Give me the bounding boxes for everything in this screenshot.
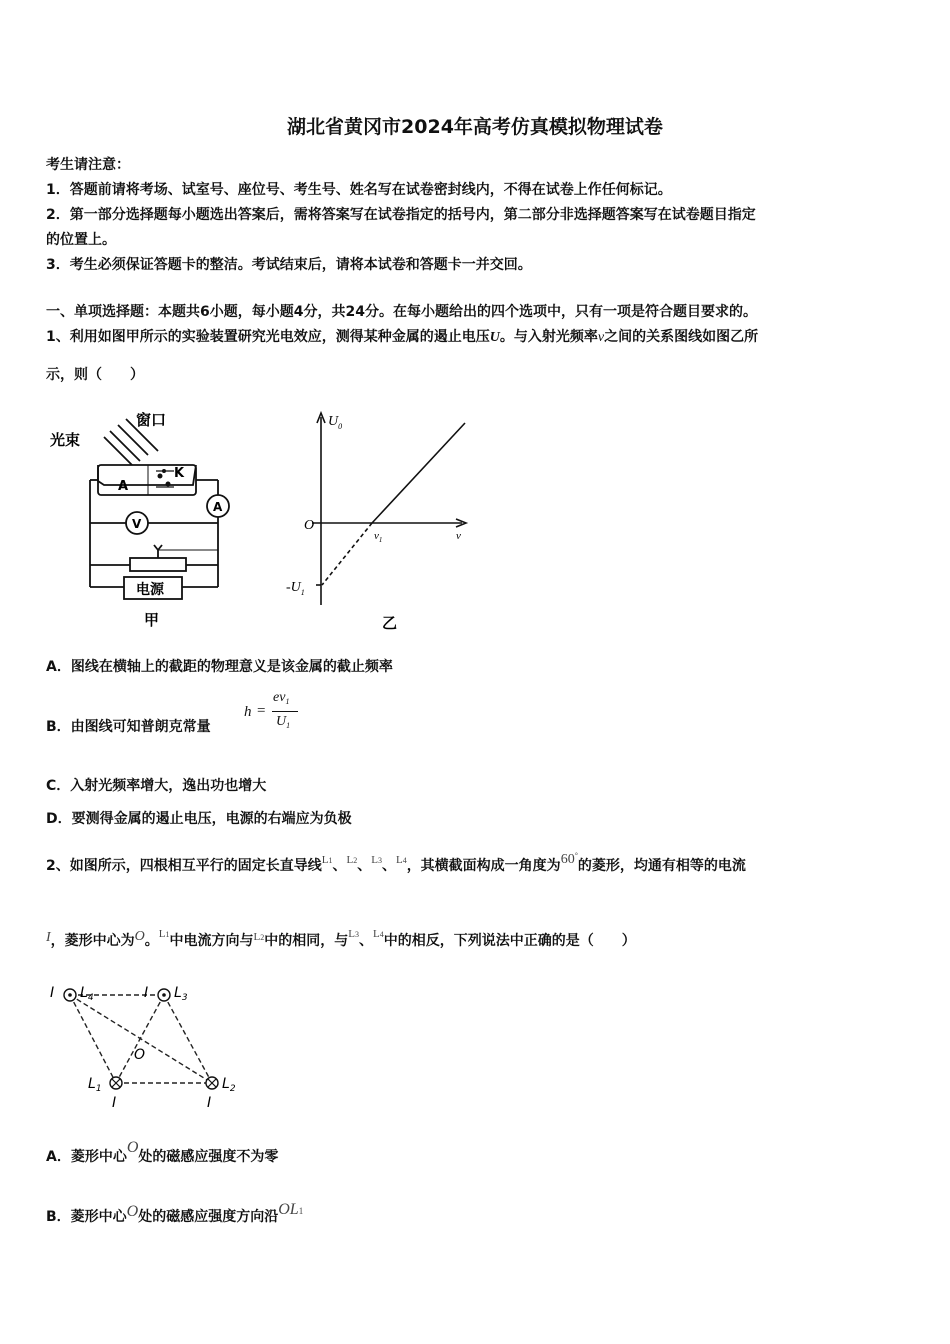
L1-current-label: I [112, 1095, 117, 1111]
q1-option-c: C．入射光频率增大，逸出功也增大 [46, 778, 267, 794]
page-title: 湖北省黄冈市2024年高考仿真模拟物理试卷 [287, 116, 663, 138]
q1-figure-graph [282, 405, 482, 633]
notice-heading: 考生请注意： [46, 157, 130, 173]
notice-item-2: 2．第一部分选择题每小题选出答案后，需将答案写在试卷指定的括号内，第二部分非选择题答案写在试卷题目指定 [46, 207, 756, 223]
notice-item-2-cont: 的位置上。 [46, 232, 116, 248]
axis-label-u0: $U_0$ [328, 414, 343, 431]
neg-u1-label: $-U_1$ [286, 580, 305, 597]
L3-label: $L_3$ [174, 985, 188, 1003]
q1-option-b-formula: h = $ev_1$ $U_1$ [244, 690, 304, 740]
q1-option-b: B．由图线可知普朗克常量 [46, 719, 211, 735]
q1-option-a: A．图线在横轴上的截距的物理意义是该金属的截止频率 [46, 659, 393, 675]
L3-current-label: I [144, 985, 149, 1001]
q2-stem-line2: I，菱形中心为O。$^{L1}$中电流方向与$^{L2}$中的相同，与$^{L3}$、$^{L4}$中的相反，下列说法中正确的是（ ） [46, 928, 636, 949]
origin-label: O [304, 518, 315, 533]
L1-label: $L_1$ [88, 1076, 102, 1094]
q2-stem-line1: 2、如图所示，四根相互平行的固定长直导线$^{L1}$、$^{L2}$、$^{L3}$、$^{L4}$，其横截面构成一角度为60°的菱形，均通有相等的电流 [46, 851, 746, 874]
fraction-bar [272, 711, 298, 712]
notice-item-1: 1．答题前请将考场、试室号、座位号、考生号、姓名写在试卷密封线内，不得在试卷上作任何标记。 [46, 182, 672, 198]
q1-option-d: D．要测得金属的遏止电压，电源的右端应为负极 [46, 811, 352, 827]
figure-caption-jia: 甲 [144, 611, 160, 629]
beam-label: 光束 [50, 431, 81, 449]
section-heading: 一、单项选择题：本题共6小题，每小题4分，共24分。在每小题给出的四个选项中，只有一项是符合题目要求的。 [46, 304, 757, 320]
q1-figure-apparatus [46, 405, 246, 630]
center-O-label: O [134, 1047, 146, 1063]
q2-option-b: B．菱形中心O处的磁感应强度方向沿OL1 [46, 1201, 304, 1225]
anode-label: A [118, 479, 129, 494]
q2-figure-rhombus [46, 975, 256, 1115]
ammeter-label: A [213, 500, 223, 514]
L2-current-label: I [207, 1095, 212, 1111]
q1-stem-line1: 1、利用如图甲所示的实验装置研究光电效应，测得某种金属的遏止电压U。与入射光频率v之间的关系图线如图乙所 [46, 329, 759, 345]
window-label: 窗口 [136, 411, 167, 429]
v1-label: $v_1$ [374, 530, 383, 544]
q2-option-a: A．菱形中心O处的磁感应强度不为零 [46, 1139, 279, 1165]
notice-item-3: 3．考生必须保证答题卡的整洁。考试结束后，请将本试卷和答题卡一并交回。 [46, 257, 532, 273]
axis-label-v: v [456, 530, 461, 542]
q1-stem-line2: 示，则（ ） [46, 367, 144, 383]
L4-current-label: I [50, 985, 55, 1001]
power-source-label: 电源 [136, 582, 164, 598]
voltmeter-label: V [132, 517, 142, 531]
L2-label: $L_2$ [222, 1076, 236, 1094]
cathode-label: K [174, 466, 185, 481]
L4-label: $L_4$ [80, 985, 94, 1003]
figure-caption-yi: 乙 [382, 614, 398, 632]
